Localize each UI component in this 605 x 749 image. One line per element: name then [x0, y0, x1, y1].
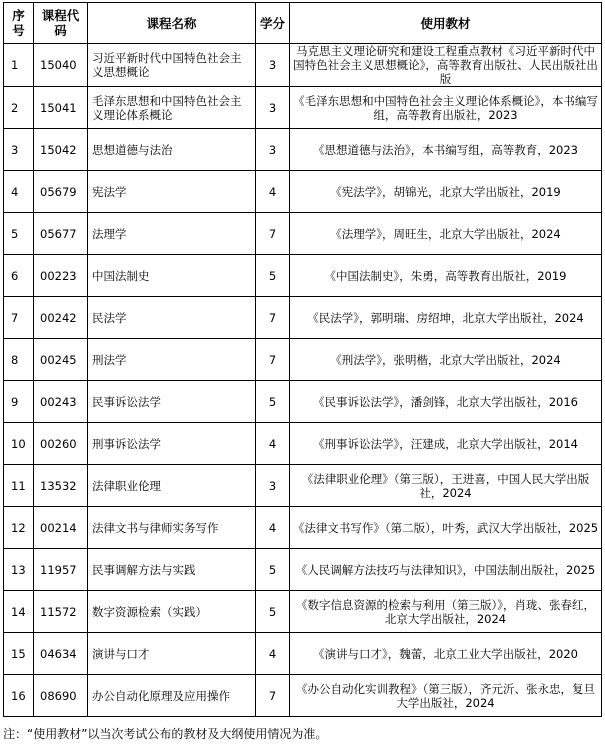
cell-course-code: 15040 [34, 44, 88, 87]
cell-no: 5 [4, 213, 34, 255]
cell-credit: 5 [256, 381, 290, 423]
cell-textbook: 马克思主义理论研究和建设工程重点教材《习近平新时代中国特色社会主义思想概论》，高等教育出版社、人民出版社出版 [290, 44, 602, 87]
cell-no: 13 [4, 549, 34, 591]
cell-no: 9 [4, 381, 34, 423]
cell-credit: 3 [256, 87, 290, 129]
cell-credit: 4 [256, 171, 290, 213]
table-row [4, 675, 602, 717]
cell-credit: 3 [256, 44, 290, 87]
course-table [3, 2, 602, 717]
cell-textbook: 《演讲与口才》，魏蕾，北京工业大学出版社，2020 [290, 633, 602, 675]
cell-course-code: 15042 [34, 129, 88, 171]
cell-credit: 4 [256, 633, 290, 675]
cell-course-name: 数字资源检索（实践） [88, 591, 256, 633]
table-row [4, 213, 602, 255]
cell-textbook: 《办公自动化实训教程》（第三版），齐元沂、张永忠，复旦大学出版社，2024 [290, 675, 602, 717]
cell-credit: 4 [256, 423, 290, 465]
cell-course-code: 15041 [34, 87, 88, 129]
table-row [4, 465, 602, 507]
table-row [4, 255, 602, 297]
cell-course-code: 00223 [34, 255, 88, 297]
cell-credit: 5 [256, 255, 290, 297]
header-code: 课程代码 [34, 3, 88, 44]
cell-course-name: 习近平新时代中国特色社会主义思想概论 [88, 44, 256, 87]
cell-credit: 5 [256, 591, 290, 633]
cell-credit: 3 [256, 465, 290, 507]
cell-no: 14 [4, 591, 34, 633]
cell-course-code: 08690 [34, 675, 88, 717]
cell-textbook: 《法理学》，周旺生，北京大学出版社，2024 [290, 213, 602, 255]
cell-course-code: 00260 [34, 423, 88, 465]
cell-no: 16 [4, 675, 34, 717]
cell-textbook: 《人民调解方法技巧与法律知识》，中国法制出版社，2025 [290, 549, 602, 591]
cell-textbook: 《数字信息资源的检索与利用（第三版）》，肖珑、张春红，北京大学出版社，2024 [290, 591, 602, 633]
cell-course-code: 11957 [34, 549, 88, 591]
cell-course-code: 00214 [34, 507, 88, 549]
table-row [4, 423, 602, 465]
header-textbook: 使用教材 [290, 3, 602, 44]
cell-course-name: 法律文书与律师实务写作 [88, 507, 256, 549]
cell-no: 6 [4, 255, 34, 297]
cell-course-name: 民事调解方法与实践 [88, 549, 256, 591]
cell-credit: 4 [256, 507, 290, 549]
table-header-row [4, 3, 602, 44]
cell-credit: 7 [256, 339, 290, 381]
cell-no: 11 [4, 465, 34, 507]
table-row [4, 87, 602, 129]
cell-no: 8 [4, 339, 34, 381]
cell-textbook: 《民事诉讼法学》，潘剑锋，北京大学出版社，2016 [290, 381, 602, 423]
cell-course-name: 思想道德与法治 [88, 129, 256, 171]
cell-course-name: 刑事诉讼法学 [88, 423, 256, 465]
table-row [4, 44, 602, 87]
cell-course-code: 05677 [34, 213, 88, 255]
table-row [4, 297, 602, 339]
cell-course-name: 毛泽东思想和中国特色社会主义理论体系概论 [88, 87, 256, 129]
cell-no: 3 [4, 129, 34, 171]
cell-course-code: 11572 [34, 591, 88, 633]
table-row [4, 591, 602, 633]
cell-course-code: 13532 [34, 465, 88, 507]
cell-course-name: 法律职业伦理 [88, 465, 256, 507]
cell-no: 2 [4, 87, 34, 129]
cell-course-code: 04634 [34, 633, 88, 675]
cell-no: 7 [4, 297, 34, 339]
cell-course-name: 刑法学 [88, 339, 256, 381]
table-row [4, 549, 602, 591]
table-row [4, 633, 602, 675]
cell-textbook: 《刑事诉讼法学》，汪建成，北京大学出版社，2014 [290, 423, 602, 465]
table-row [4, 381, 602, 423]
cell-course-name: 演讲与口才 [88, 633, 256, 675]
cell-course-name: 民法学 [88, 297, 256, 339]
cell-textbook: 《思想道德与法治》，本书编写组，高等教育，2023 [290, 129, 602, 171]
cell-textbook: 《宪法学》，胡锦光，北京大学出版社，2019 [290, 171, 602, 213]
cell-no: 12 [4, 507, 34, 549]
header-name: 课程名称 [88, 3, 256, 44]
cell-no: 15 [4, 633, 34, 675]
table-row [4, 339, 602, 381]
header-credit: 学分 [256, 3, 290, 44]
cell-credit: 7 [256, 297, 290, 339]
cell-textbook: 《刑法学》，张明楷，北京大学出版社，2024 [290, 339, 602, 381]
cell-textbook: 《毛泽东思想和中国特色社会主义理论体系概论》，本书编写组，高等教育出版社，2023 [290, 87, 602, 129]
cell-course-name: 中国法制史 [88, 255, 256, 297]
table-row [4, 171, 602, 213]
cell-textbook: 《法律文书写作》（第二版），叶秀，武汉大学出版社，2025 [290, 507, 602, 549]
cell-course-code: 05679 [34, 171, 88, 213]
footnote: 注：“使用教材”以当次考试公布的教材及大纲使用情况为准。 [3, 727, 328, 741]
cell-course-code: 00245 [34, 339, 88, 381]
cell-textbook: 《民法学》，郭明瑞、房绍坤，北京大学出版社，2024 [290, 297, 602, 339]
cell-course-code: 00242 [34, 297, 88, 339]
cell-course-name: 法理学 [88, 213, 256, 255]
cell-textbook: 《中国法制史》，朱勇，高等教育出版社，2019 [290, 255, 602, 297]
cell-course-name: 民事诉讼法学 [88, 381, 256, 423]
cell-course-code: 00243 [34, 381, 88, 423]
cell-no: 10 [4, 423, 34, 465]
cell-credit: 5 [256, 549, 290, 591]
header-no: 序号 [4, 3, 34, 44]
cell-no: 1 [4, 44, 34, 87]
table-row [4, 129, 602, 171]
cell-credit: 7 [256, 675, 290, 717]
cell-credit: 3 [256, 129, 290, 171]
cell-course-name: 宪法学 [88, 171, 256, 213]
table-row [4, 507, 602, 549]
cell-textbook: 《法律职业伦理》（第三版），王进喜，中国人民大学出版社，2024 [290, 465, 602, 507]
cell-course-name: 办公自动化原理及应用操作 [88, 675, 256, 717]
cell-credit: 7 [256, 213, 290, 255]
cell-no: 4 [4, 171, 34, 213]
